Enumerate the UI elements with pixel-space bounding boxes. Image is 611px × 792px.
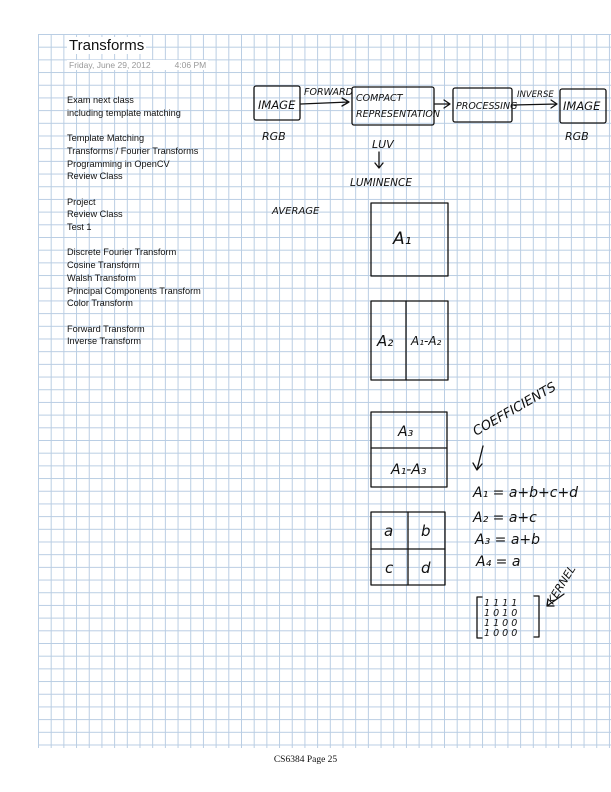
note-line: Test 1	[67, 222, 92, 232]
label-rgb-in: RGB	[262, 130, 286, 143]
note-line: Transforms / Fourier Transforms	[67, 145, 199, 156]
label-coefficients: COEFFICIENTS	[470, 379, 559, 440]
label-kernel: KERNEL	[544, 563, 579, 607]
label-a1-minus-a3: A₁-A₃	[391, 462, 427, 478]
note-line: Template Matching	[67, 133, 145, 144]
label-forward: FORWARD	[304, 87, 353, 98]
page-time: 4:06 PM	[174, 60, 207, 70]
page-title: Transforms	[69, 37, 145, 54]
page-date: Friday, June 29, 2012	[69, 60, 151, 70]
note-line: Programming in OpenCV	[67, 158, 170, 169]
arrow-coefficients	[473, 446, 483, 470]
label-a1-minus-a2: A₁-A₂	[411, 334, 442, 348]
kernel-row: 1 0 1 0	[484, 608, 518, 619]
equation-a2: A₂ = a+c	[473, 510, 537, 526]
note-line: Principal Components Transform	[67, 285, 201, 296]
kernel-row: 1 1 1 1	[484, 598, 518, 609]
label-a2: A₂	[377, 332, 394, 350]
arrow-forward	[301, 98, 349, 106]
cell-c: c	[385, 559, 394, 577]
page-footer: CS6384 Page 25	[273, 755, 338, 765]
note-line: Inverse Transform	[67, 336, 142, 347]
note-line: Walsh Transform	[67, 272, 137, 283]
label-inverse: INVERSE	[517, 90, 554, 100]
kernel-row: 1 0 0 0	[484, 628, 518, 639]
kernel-bracket-left	[477, 597, 482, 638]
label-processing: PROCESSING	[456, 101, 518, 112]
note-line: Cosine Transform	[67, 260, 140, 271]
label-luv: LUV	[372, 138, 394, 151]
label-image-out: IMAGE	[563, 99, 601, 113]
note-line: including template matching	[67, 107, 181, 118]
kernel-row: 1 1 0 0	[484, 618, 518, 629]
equation-a3: A₃ = a+b	[475, 532, 541, 548]
note-line: Project	[67, 196, 96, 207]
note-line: Discrete Fourier Transform	[67, 247, 177, 258]
label-compact-1: COMPACT	[356, 93, 403, 104]
note-line: Review Class	[67, 171, 123, 182]
arrow-to-luminence	[375, 152, 383, 168]
label-luminence: LUMINENCE	[350, 177, 413, 189]
note-line: Review Class	[67, 209, 123, 220]
note-line: Forward Transform	[67, 323, 145, 334]
kernel-bracket-right	[534, 596, 539, 637]
cell-a: a	[384, 522, 394, 540]
label-a1: A₁	[393, 229, 412, 249]
cell-d: d	[421, 559, 431, 577]
equation-a1: A₁ = a+b+c+d	[473, 485, 579, 501]
arrow-inverse	[513, 100, 557, 108]
note-line: Color Transform	[67, 298, 133, 309]
note-line: Exam next class	[67, 95, 134, 105]
label-rgb-out: RGB	[565, 130, 589, 143]
label-average: AVERAGE	[272, 206, 320, 217]
arrow-to-processing	[435, 100, 450, 108]
cell-b: b	[421, 522, 431, 540]
equation-a4: A₄ = a	[476, 554, 521, 570]
label-image-in: IMAGE	[258, 98, 296, 112]
label-a3: A₃	[398, 424, 414, 440]
label-compact-2: REPRESENTATION	[356, 109, 441, 120]
